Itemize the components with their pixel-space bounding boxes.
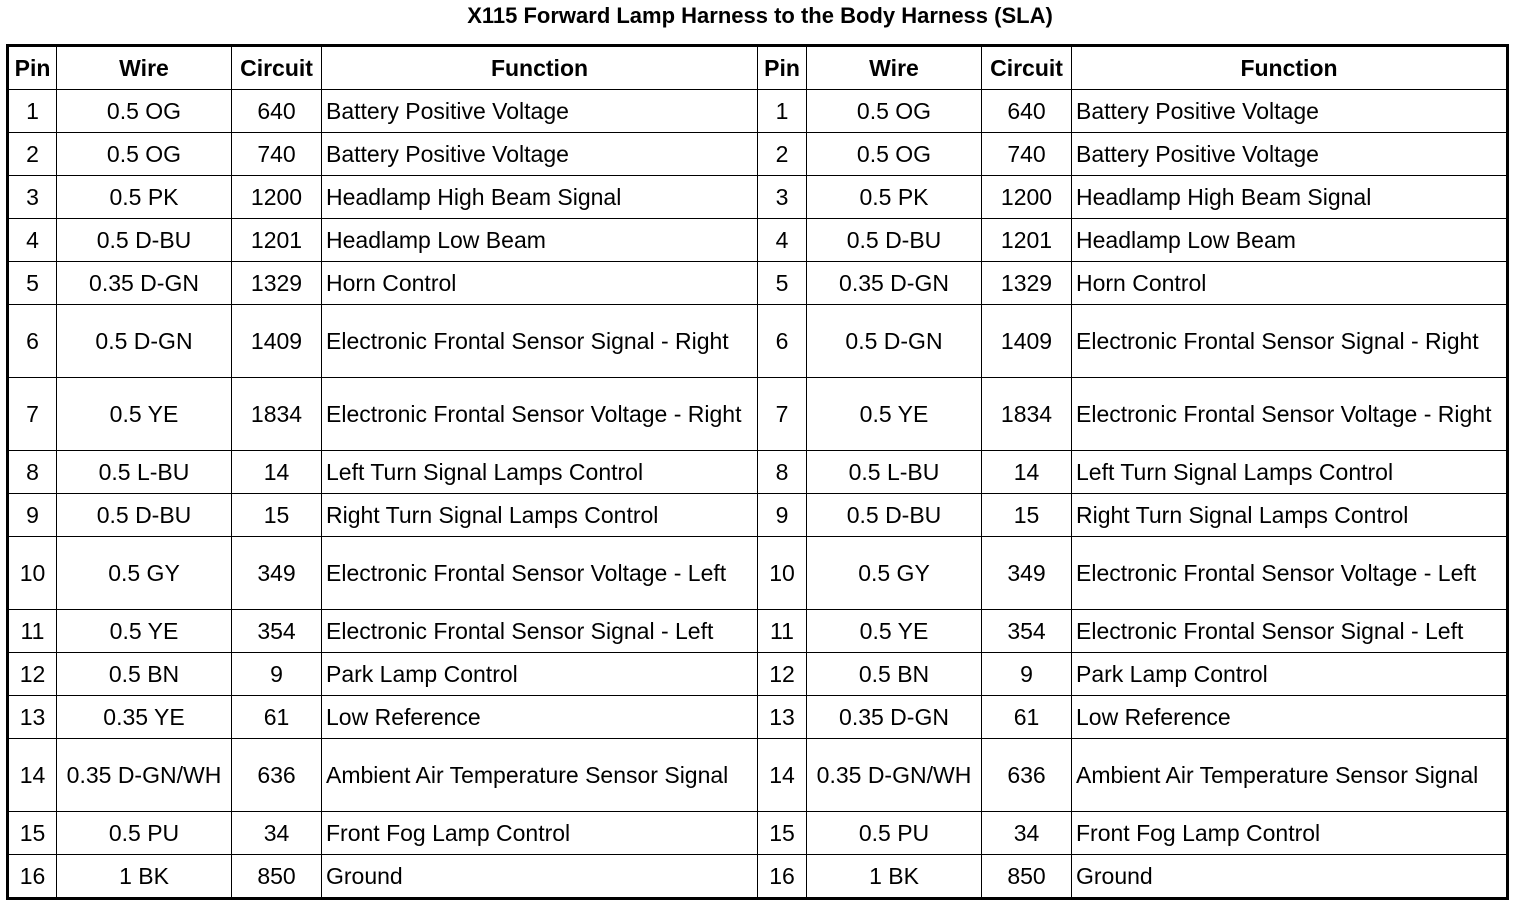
table-body (8, 90, 1508, 899)
wire-cell-right: 0.5 L-BU (807, 451, 982, 494)
function-cell-right: Right Turn Signal Lamps Control (1072, 494, 1508, 537)
function-cell-left: Headlamp Low Beam (322, 219, 758, 262)
circuit-cell-right: 1201 (982, 219, 1072, 262)
table-row (8, 696, 1508, 739)
pin-cell-right: 1 (758, 90, 807, 133)
wire-cell-left: 0.5 YE (57, 378, 232, 451)
harness-pinout-table (6, 44, 1509, 900)
header-row (8, 46, 1508, 90)
circuit-cell-left: 636 (232, 739, 322, 812)
pin-cell-right: 3 (758, 176, 807, 219)
pin-cell-right: 12 (758, 653, 807, 696)
circuit-cell-right: 349 (982, 537, 1072, 610)
pin-cell-right: 16 (758, 855, 807, 899)
wire-cell-right: 0.35 D-GN (807, 696, 982, 739)
wire-cell-right: 0.5 D-BU (807, 494, 982, 537)
circuit-cell-left: 14 (232, 451, 322, 494)
pin-cell-left: 8 (8, 451, 57, 494)
wire-cell-right: 0.5 PK (807, 176, 982, 219)
circuit-cell-right: 34 (982, 812, 1072, 855)
header-function-left: Function (322, 46, 758, 90)
circuit-cell-left: 1200 (232, 176, 322, 219)
table-row (8, 451, 1508, 494)
circuit-cell-right: 1329 (982, 262, 1072, 305)
function-cell-right: Headlamp High Beam Signal (1072, 176, 1508, 219)
table-row (8, 610, 1508, 653)
function-cell-right: Battery Positive Voltage (1072, 90, 1508, 133)
circuit-cell-left: 850 (232, 855, 322, 899)
header-wire-left: Wire (57, 46, 232, 90)
pin-cell-right: 15 (758, 812, 807, 855)
wire-cell-right: 0.5 OG (807, 133, 982, 176)
function-cell-left: Battery Positive Voltage (322, 90, 758, 133)
function-cell-right: Front Fog Lamp Control (1072, 812, 1508, 855)
circuit-cell-right: 1834 (982, 378, 1072, 451)
circuit-cell-left: 1329 (232, 262, 322, 305)
wire-cell-right: 0.5 YE (807, 378, 982, 451)
pin-cell-right: 11 (758, 610, 807, 653)
pin-cell-left: 7 (8, 378, 57, 451)
table-row (8, 494, 1508, 537)
wire-cell-right: 0.35 D-GN/WH (807, 739, 982, 812)
pin-cell-left: 11 (8, 610, 57, 653)
circuit-cell-left: 349 (232, 537, 322, 610)
function-cell-right: Battery Positive Voltage (1072, 133, 1508, 176)
function-cell-left: Front Fog Lamp Control (322, 812, 758, 855)
table-row (8, 262, 1508, 305)
wire-cell-left: 0.5 GY (57, 537, 232, 610)
wire-cell-right: 0.5 D-GN (807, 305, 982, 378)
pin-cell-left: 4 (8, 219, 57, 262)
table-row (8, 305, 1508, 378)
pin-cell-right: 7 (758, 378, 807, 451)
function-cell-right: Headlamp Low Beam (1072, 219, 1508, 262)
table-row (8, 739, 1508, 812)
function-cell-left: Right Turn Signal Lamps Control (322, 494, 758, 537)
header-wire-right: Wire (807, 46, 982, 90)
table-row (8, 537, 1508, 610)
function-cell-right: Horn Control (1072, 262, 1508, 305)
function-cell-left: Headlamp High Beam Signal (322, 176, 758, 219)
pin-cell-left: 16 (8, 855, 57, 899)
table-title: X115 Forward Lamp Harness to the Body Harness (SLA) (467, 3, 1053, 28)
function-cell-left: Ground (322, 855, 758, 899)
pin-cell-right: 5 (758, 262, 807, 305)
function-cell-right: Ground (1072, 855, 1508, 899)
wire-cell-right: 0.35 D-GN (807, 262, 982, 305)
pin-cell-right: 2 (758, 133, 807, 176)
table-row (8, 653, 1508, 696)
circuit-cell-left: 1834 (232, 378, 322, 451)
function-cell-left: Ambient Air Temperature Sensor Signal (322, 739, 758, 812)
circuit-cell-right: 15 (982, 494, 1072, 537)
table-row (8, 90, 1508, 133)
header-circuit-left: Circuit (232, 46, 322, 90)
table-row (8, 378, 1508, 451)
table-row (8, 812, 1508, 855)
wire-cell-right: 0.5 BN (807, 653, 982, 696)
pin-cell-left: 14 (8, 739, 57, 812)
function-cell-left: Battery Positive Voltage (322, 133, 758, 176)
wire-cell-left: 0.35 YE (57, 696, 232, 739)
pin-cell-right: 8 (758, 451, 807, 494)
table-row (8, 219, 1508, 262)
wire-cell-left: 0.5 PU (57, 812, 232, 855)
function-cell-left: Electronic Frontal Sensor Voltage - Left (322, 537, 758, 610)
pin-cell-right: 9 (758, 494, 807, 537)
pin-cell-left: 6 (8, 305, 57, 378)
pin-cell-left: 3 (8, 176, 57, 219)
table-row (8, 133, 1508, 176)
pin-cell-right: 6 (758, 305, 807, 378)
circuit-cell-left: 354 (232, 610, 322, 653)
pin-cell-left: 12 (8, 653, 57, 696)
wire-cell-right: 0.5 OG (807, 90, 982, 133)
circuit-cell-right: 636 (982, 739, 1072, 812)
circuit-cell-left: 15 (232, 494, 322, 537)
wire-cell-left: 0.5 L-BU (57, 451, 232, 494)
circuit-cell-right: 1200 (982, 176, 1072, 219)
wire-cell-left: 0.5 D-GN (57, 305, 232, 378)
header-circuit-right: Circuit (982, 46, 1072, 90)
pin-cell-left: 13 (8, 696, 57, 739)
function-cell-right: Left Turn Signal Lamps Control (1072, 451, 1508, 494)
circuit-cell-left: 1409 (232, 305, 322, 378)
circuit-cell-right: 9 (982, 653, 1072, 696)
wire-cell-left: 0.35 D-GN/WH (57, 739, 232, 812)
wire-cell-right: 0.5 GY (807, 537, 982, 610)
wire-cell-left: 0.35 D-GN (57, 262, 232, 305)
wire-cell-left: 0.5 D-BU (57, 219, 232, 262)
function-cell-left: Horn Control (322, 262, 758, 305)
wire-cell-left: 0.5 D-BU (57, 494, 232, 537)
wire-cell-left: 1 BK (57, 855, 232, 899)
pin-cell-left: 5 (8, 262, 57, 305)
circuit-cell-left: 740 (232, 133, 322, 176)
function-cell-left: Electronic Frontal Sensor Signal - Right (322, 305, 758, 378)
function-cell-right: Electronic Frontal Sensor Signal - Right (1072, 305, 1508, 378)
pin-cell-left: 2 (8, 133, 57, 176)
function-cell-left: Electronic Frontal Sensor Voltage - Right (322, 378, 758, 451)
circuit-cell-left: 61 (232, 696, 322, 739)
pin-cell-right: 14 (758, 739, 807, 812)
wire-cell-left: 0.5 OG (57, 133, 232, 176)
wire-cell-right: 1 BK (807, 855, 982, 899)
circuit-cell-right: 1409 (982, 305, 1072, 378)
header-pin-right: Pin (758, 46, 807, 90)
circuit-cell-left: 9 (232, 653, 322, 696)
function-cell-right: Electronic Frontal Sensor Voltage - Left (1072, 537, 1508, 610)
table-row (8, 176, 1508, 219)
pin-cell-left: 10 (8, 537, 57, 610)
circuit-cell-right: 850 (982, 855, 1072, 899)
header-function-right: Function (1072, 46, 1508, 90)
circuit-cell-right: 640 (982, 90, 1072, 133)
function-cell-left: Park Lamp Control (322, 653, 758, 696)
pin-cell-right: 4 (758, 219, 807, 262)
circuit-cell-right: 354 (982, 610, 1072, 653)
function-cell-right: Low Reference (1072, 696, 1508, 739)
wire-cell-right: 0.5 YE (807, 610, 982, 653)
wire-cell-left: 0.5 PK (57, 176, 232, 219)
circuit-cell-right: 740 (982, 133, 1072, 176)
function-cell-right: Electronic Frontal Sensor Voltage - Right (1072, 378, 1508, 451)
function-cell-left: Left Turn Signal Lamps Control (322, 451, 758, 494)
function-cell-right: Ambient Air Temperature Sensor Signal (1072, 739, 1508, 812)
circuit-cell-right: 61 (982, 696, 1072, 739)
circuit-cell-right: 14 (982, 451, 1072, 494)
circuit-cell-left: 1201 (232, 219, 322, 262)
pin-cell-left: 9 (8, 494, 57, 537)
wire-cell-right: 0.5 PU (807, 812, 982, 855)
circuit-cell-left: 34 (232, 812, 322, 855)
pin-cell-left: 15 (8, 812, 57, 855)
pin-cell-right: 13 (758, 696, 807, 739)
wire-cell-left: 0.5 YE (57, 610, 232, 653)
circuit-cell-left: 640 (232, 90, 322, 133)
function-cell-left: Low Reference (322, 696, 758, 739)
function-cell-left: Electronic Frontal Sensor Signal - Left (322, 610, 758, 653)
wire-cell-left: 0.5 BN (57, 653, 232, 696)
pin-cell-left: 1 (8, 90, 57, 133)
header-pin-left: Pin (8, 46, 57, 90)
function-cell-right: Electronic Frontal Sensor Signal - Left (1072, 610, 1508, 653)
function-cell-right: Park Lamp Control (1072, 653, 1508, 696)
wire-cell-right: 0.5 D-BU (807, 219, 982, 262)
wire-cell-left: 0.5 OG (57, 90, 232, 133)
pin-cell-right: 10 (758, 537, 807, 610)
